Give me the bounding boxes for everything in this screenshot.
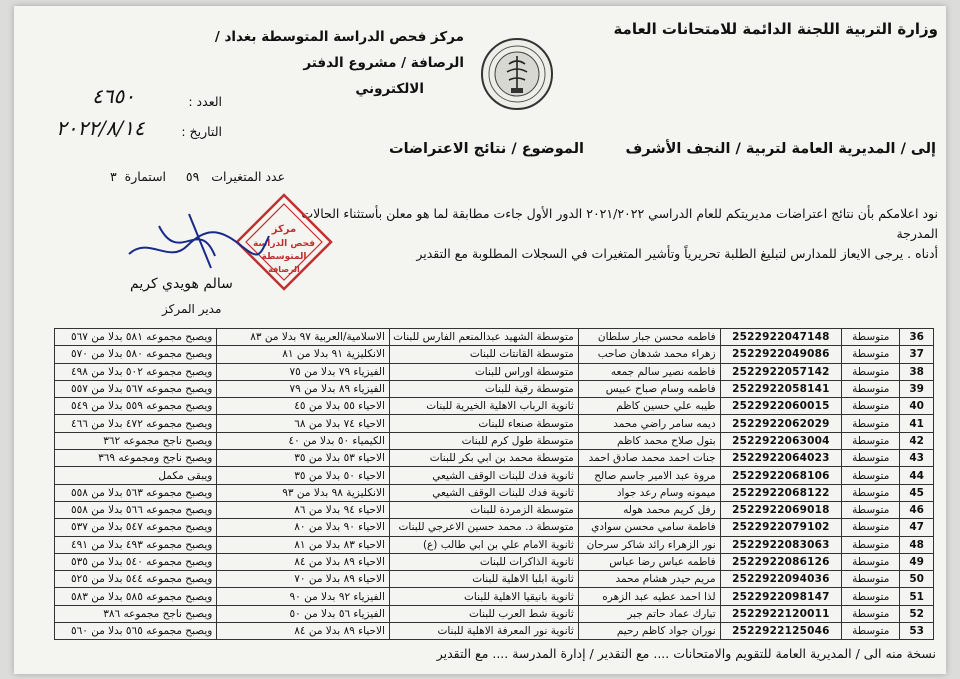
row-grade-change: الاحياء ٨٩ بدلا من ٨٤ — [217, 553, 390, 570]
svg-text:المتوسطة: المتوسطة — [261, 252, 307, 262]
form-label: استمارة — [124, 169, 167, 184]
row-exam-id: 2522922098147 — [720, 588, 841, 605]
table-row — [55, 329, 934, 346]
row-result: ويصبح ناجح مجموعه ٣٨٦ — [55, 605, 217, 622]
director-signature-icon — [119, 206, 274, 276]
row-result: ويبقى مكمل — [55, 467, 217, 484]
row-result: ويصبح ناجح ومجموعه ٣٦٩ — [55, 450, 217, 467]
row-grade-change: الفيزياء ٧٩ بدلا من ٧٥ — [217, 363, 390, 380]
row-student-name: فاطمه عباس رضا عباس — [578, 553, 720, 570]
row-number: 47 — [900, 519, 934, 536]
row-grade-change: الاحياء ٥٠ بدلا من ٣٥ — [217, 467, 390, 484]
letter-body-line2: أدناه . يرجى الايعاز للمدارس لتبليغ الطلبة تحريرياً وتأشير المتغيرات في السجلات المطلوبة مع التقدير — [416, 246, 938, 261]
variables-label: عدد المتغيرات — [211, 169, 286, 184]
row-result: ويصبح مجموعه ٥٦٣ بدلا من ٥٥٨ — [55, 484, 217, 501]
copy-line: نسخة منه الى / المديرية العامة للتقويم والامتحانات .... مع التقدير / إدارة المدرسة .... مع التقدير — [436, 646, 936, 661]
row-exam-id: 2522922064023 — [720, 450, 841, 467]
row-number: 43 — [900, 450, 934, 467]
row-level: متوسطة — [842, 484, 900, 501]
row-exam-id: 2522922047148 — [720, 329, 841, 346]
row-student-name: نور الزهراء رائد شاكر سرحان — [578, 536, 720, 553]
row-school: ثانوية نور المعرفة الاهلية للبنات — [389, 623, 578, 640]
center-header-line2: الالكتروني — [355, 81, 424, 97]
row-exam-id: 2522922060015 — [720, 398, 841, 415]
row-student-name: جنات احمد محمد صادق احمد — [578, 450, 720, 467]
table-row — [55, 346, 934, 363]
row-school: ثانوية الذاكرات للبنات — [389, 553, 578, 570]
row-grade-change: الاحياء ٨٩ بدلا من ٨٤ — [217, 623, 390, 640]
row-exam-id: 2522922057142 — [720, 363, 841, 380]
variables-count: ٥٩ — [185, 169, 200, 184]
row-school: متوسطة طول كرم للبنات — [389, 432, 578, 449]
row-number: 36 — [900, 329, 934, 346]
row-level: متوسطة — [842, 346, 900, 363]
row-grade-change: الاحياء ٨٩ بدلا من ٧٠ — [217, 571, 390, 588]
row-student-name: فاطمه محسن جبار سلطان — [578, 329, 720, 346]
row-grade-change: الكيمياء ٥٠ بدلا من ٤٠ — [217, 432, 390, 449]
letter-body — [298, 204, 938, 264]
row-grade-change: الاحياء ٩٠ بدلا من ٨٠ — [217, 519, 390, 536]
row-result: ويصبح مجموعه ٥٠٢ بدلا من ٤٩٨ — [55, 363, 217, 380]
row-level: متوسطة — [842, 467, 900, 484]
row-school: ثانوية بانيقيا الاهلية للبنات — [389, 588, 578, 605]
row-level: متوسطة — [842, 519, 900, 536]
row-result: ويصبح مجموعه ٥٦٦ بدلا من ٥٥٨ — [55, 501, 217, 518]
svg-text:مركز: مركز — [271, 224, 297, 235]
table-row — [55, 363, 934, 380]
row-school: ثانوية فدك للبنات الوقف الشيعي — [389, 467, 578, 484]
svg-text:فحص الدراسة: فحص الدراسة — [252, 239, 316, 249]
row-student-name: مروة عبد الامير جاسم صالح — [578, 467, 720, 484]
signatory-name: سالم هويدي كريم — [130, 276, 233, 292]
row-grade-change: الاحياء ٧٤ بدلا من ٦٨ — [217, 415, 390, 432]
row-school: متوسطة القانتات للبنات — [389, 346, 578, 363]
row-school: ثانوية الامام علي بن ابي طالب (ع) — [389, 536, 578, 553]
row-result: ويصبح مجموعه ٥٥٩ بدلا من ٥٤٩ — [55, 398, 217, 415]
table-row — [55, 571, 934, 588]
row-level: متوسطة — [842, 588, 900, 605]
table-row — [55, 432, 934, 449]
date-handwritten: ٢٠٢٢/٨/١٤ — [56, 116, 145, 140]
row-exam-id: 2522922125046 — [720, 623, 841, 640]
row-student-name: تبارك عماد حاتم جبر — [578, 605, 720, 622]
center-header-line1: مركز فحص الدراسة المتوسطة بغداد / الرصافة / مشروع الدفتر — [214, 29, 464, 71]
row-level: متوسطة — [842, 536, 900, 553]
row-level: متوسطة — [842, 432, 900, 449]
row-number: 45 — [900, 484, 934, 501]
row-school: متوسطة رقية للبنات — [389, 380, 578, 397]
row-number: 50 — [900, 571, 934, 588]
row-exam-id: 2522922079102 — [720, 519, 841, 536]
row-student-name: رفل كريم محمد هوله — [578, 501, 720, 518]
date-line — [181, 124, 222, 139]
row-school: متوسطة صنعاء للبنات — [389, 415, 578, 432]
row-level: متوسطة — [842, 501, 900, 518]
row-result: ويصبح مجموعه ٥٤٤ بدلا من ٥٢٥ — [55, 571, 217, 588]
row-number: 52 — [900, 605, 934, 622]
row-exam-id: 2522922068122 — [720, 484, 841, 501]
row-grade-change: الاحياء ٨٣ بدلا من ٨١ — [217, 536, 390, 553]
row-student-name: فاطمه وسام صباح عبيس — [578, 380, 720, 397]
row-grade-change: الفيزياء ٩٢ بدلا من ٩٠ — [217, 588, 390, 605]
row-student-name: طيبه علي حسين كاظم — [578, 398, 720, 415]
row-school: ثانوية شط العرب للبنات — [389, 605, 578, 622]
table-row — [55, 536, 934, 553]
row-grade-change: الاسلامية/العربية ٩٧ بدلا من ٨٣ — [217, 329, 390, 346]
table-row — [55, 398, 934, 415]
row-number: 42 — [900, 432, 934, 449]
row-grade-change: الفيزياء ٥٦ بدلا من ٥٠ — [217, 605, 390, 622]
row-exam-id: 2522922094036 — [720, 571, 841, 588]
row-exam-id: 2522922086126 — [720, 553, 841, 570]
table-row — [55, 501, 934, 518]
row-level: متوسطة — [842, 571, 900, 588]
table-row — [55, 605, 934, 622]
row-school: ثانوية فدك للبنات الوقف الشيعي — [389, 484, 578, 501]
row-student-name: زهراء محمد شدهان صاحب — [578, 346, 720, 363]
row-level: متوسطة — [842, 553, 900, 570]
row-school: متوسطة محمد بن ابي بكر للبنات — [389, 450, 578, 467]
row-number: 39 — [900, 380, 934, 397]
row-student-name: فاطمة سامي محسن سوادي — [578, 519, 720, 536]
row-result: ويصبح مجموعه ٥٨٠ بدلا من ٥٧٠ — [55, 346, 217, 363]
row-school: متوسطة الشهيد عبدالمنعم الفارس للبنات — [389, 329, 578, 346]
row-result: ويصبح مجموعه ٥٨١ بدلا من ٥٦٧ — [55, 329, 217, 346]
row-result: ويصبح مجموعه ٥٦٧ بدلا من ٥٥٧ — [55, 380, 217, 397]
table-row — [55, 588, 934, 605]
subject: الموضوع / نتائج الاعتراضات — [389, 141, 584, 157]
row-student-name: لذا احمد عطيه عبد الزهره — [578, 588, 720, 605]
row-grade-change: الاحياء ٩٤ بدلا من ٨٦ — [217, 501, 390, 518]
date-label: التاريخ : — [181, 124, 222, 139]
row-number: 53 — [900, 623, 934, 640]
row-number: 40 — [900, 398, 934, 415]
signatory-title: مدير المركز — [162, 302, 222, 316]
table-row — [55, 415, 934, 432]
table-row — [55, 450, 934, 467]
row-school: متوسطة د. محمد حسين الاعرجي للبنات — [389, 519, 578, 536]
row-grade-change: الاحياء ٥٣ بدلا من ٣٥ — [217, 450, 390, 467]
row-school: ثانوية ابلبا الاهلية للبنات — [389, 571, 578, 588]
row-grade-change: الانكليزية ٩٨ بدلا من ٩٣ — [217, 484, 390, 501]
number-line — [188, 94, 222, 109]
row-student-name: ديمه سامر راضي محمد — [578, 415, 720, 432]
row-result: ويصبح ناجح مجموعه ٣٦٢ — [55, 432, 217, 449]
addressee: إلى / المديرية العامة لتربية / النجف الأشرف — [625, 141, 936, 157]
row-number: 48 — [900, 536, 934, 553]
row-result: ويصبح مجموعه ٤٩٣ بدلا من ٤٩١ — [55, 536, 217, 553]
row-level: متوسطة — [842, 605, 900, 622]
row-exam-id: 2522922049086 — [720, 346, 841, 363]
number-label: العدد : — [188, 94, 222, 109]
row-student-name: مريم حيدر هشام محمد — [578, 571, 720, 588]
row-result: ويصبح مجموعه ٤٧٢ بدلا من ٤٦٦ — [55, 415, 217, 432]
row-number: 37 — [900, 346, 934, 363]
row-number: 38 — [900, 363, 934, 380]
row-exam-id: 2522922062029 — [720, 415, 841, 432]
row-student-name: ميمونه وسام رعد جواد — [578, 484, 720, 501]
row-exam-id: 2522922069018 — [720, 501, 841, 518]
table-row — [55, 553, 934, 570]
table-row — [55, 467, 934, 484]
row-exam-id: 2522922120011 — [720, 605, 841, 622]
table-row — [55, 484, 934, 501]
row-level: متوسطة — [842, 380, 900, 397]
svg-text:الرصافة: الرصافة — [268, 265, 300, 274]
row-number: 51 — [900, 588, 934, 605]
variables-line — [110, 169, 285, 184]
table-row — [55, 623, 934, 640]
table-row — [55, 380, 934, 397]
row-school: متوسطة اوراس للبنات — [389, 363, 578, 380]
row-student-name: بتول صلاح محمد كاظم — [578, 432, 720, 449]
row-result: ويصبح مجموعه ٥٤٧ بدلا من ٥٣٧ — [55, 519, 217, 536]
row-number: 41 — [900, 415, 934, 432]
row-grade-change: الانكليزية ٩١ بدلا من ٨١ — [217, 346, 390, 363]
center-header — [164, 24, 464, 102]
document-page — [14, 6, 946, 674]
row-student-name: نوران جواد كاظم رحيم — [578, 623, 720, 640]
row-exam-id: 2522922068106 — [720, 467, 841, 484]
row-exam-id: 2522922063004 — [720, 432, 841, 449]
row-number: 44 — [900, 467, 934, 484]
row-school: متوسطة الزمردة للبنات — [389, 501, 578, 518]
form-number: ٣ — [110, 169, 117, 184]
ministry-emblem-icon — [479, 36, 555, 112]
row-exam-id: 2522922083063 — [720, 536, 841, 553]
ministry-header: وزارة التربية اللجنة الدائمة للامتحانات العامة — [613, 20, 938, 38]
row-result: ويصبح مجموعه ٥٤٠ بدلا من ٥٣٥ — [55, 553, 217, 570]
row-number: 49 — [900, 553, 934, 570]
records-table — [54, 328, 934, 640]
row-level: متوسطة — [842, 363, 900, 380]
row-exam-id: 2522922058141 — [720, 380, 841, 397]
row-grade-change: الاحياء ٥٥ بدلا من ٤٥ — [217, 398, 390, 415]
row-level: متوسطة — [842, 398, 900, 415]
letter-body-line1: نود اعلامكم بأن نتائج اعتراضات مديريتكم للعام الدراسي ٢٠٢١/٢٠٢٢ الدور الأول جاءت مطابقة لما هو معلن بأستثناء الحالات المدرجة — [301, 206, 938, 241]
row-level: متوسطة — [842, 623, 900, 640]
row-result: ويصبح مجموعه ٥٨٥ بدلا من ٥٨٣ — [55, 588, 217, 605]
row-grade-change: الفيزياء ٨٩ بدلا من ٧٩ — [217, 380, 390, 397]
row-student-name: فاطمه نصير سالم جمعه — [578, 363, 720, 380]
row-number: 46 — [900, 501, 934, 518]
row-level: متوسطة — [842, 450, 900, 467]
row-school: ثانوية الرباب الاهلية الخيرية للبنات — [389, 398, 578, 415]
number-handwritten: ٤٦٥٠ — [92, 84, 135, 108]
row-level: متوسطة — [842, 415, 900, 432]
row-level: متوسطة — [842, 329, 900, 346]
table-row — [55, 519, 934, 536]
row-result: ويصبح مجموعه ٥٦٥ بدلا من ٥٦٠ — [55, 623, 217, 640]
